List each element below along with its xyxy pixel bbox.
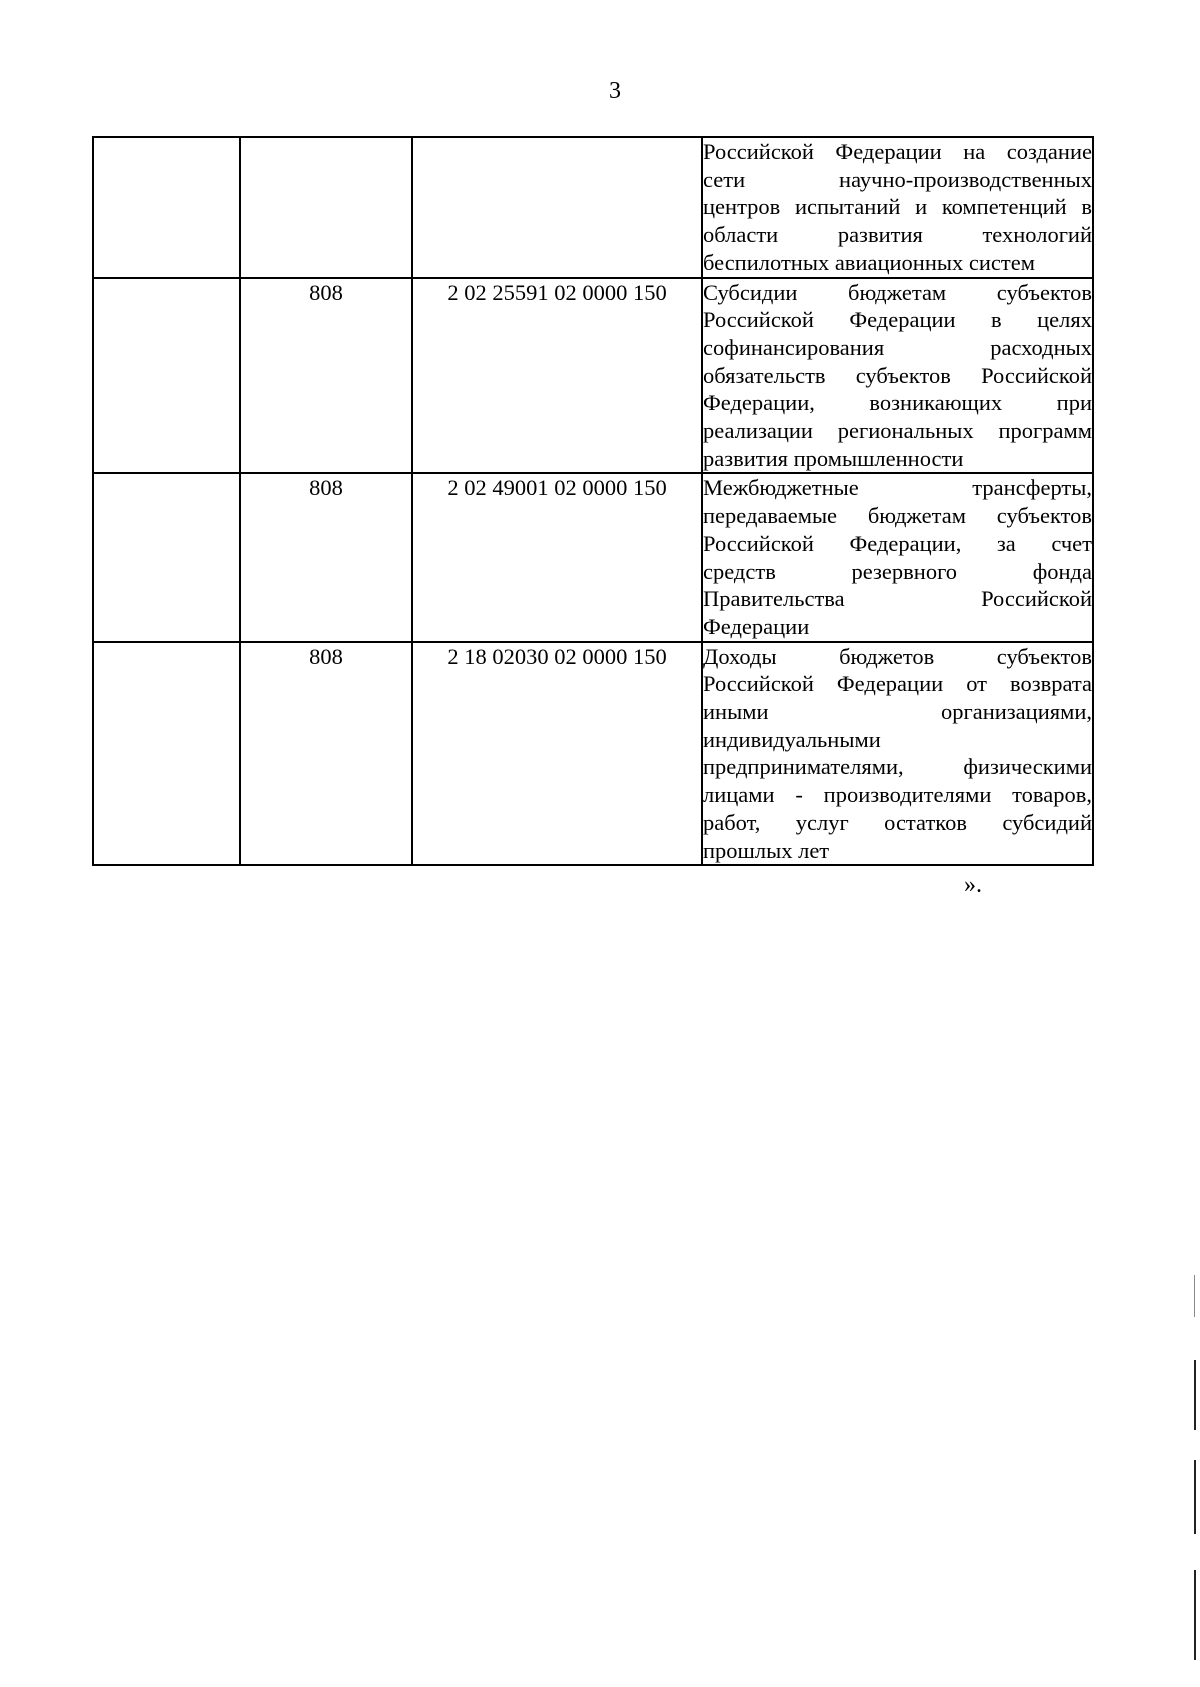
description-line: лицами - производителями товаров,	[703, 782, 1092, 808]
description-line: сети научно-производственных	[703, 166, 1092, 192]
budget-codes-table	[92, 136, 1094, 866]
cell-admin-code: 808	[240, 642, 412, 866]
description-line: Федерации, возникающих при	[703, 390, 1092, 416]
table-row	[93, 137, 1093, 278]
description-line: иными организациями,	[703, 699, 1092, 725]
cell-empty	[93, 642, 240, 866]
description-line: Субсидии бюджетам субъектов	[703, 279, 1092, 305]
cell-description	[702, 137, 1093, 278]
description-line: центров испытаний и компетенций в	[703, 194, 1092, 220]
description-line: Правительства Российской	[703, 586, 1092, 612]
description-line: Российской Федерации от возврата	[703, 671, 1092, 697]
cell-budget-code: 2 02 49001 02 0000 150	[412, 473, 702, 641]
description-line: работ, услуг остатков субсидий	[703, 809, 1092, 835]
cell-budget-code: 2 02 25591 02 0000 150	[412, 278, 702, 474]
description-line: реализации региональных программ	[703, 418, 1092, 444]
description-line: Российской Федерации, за счет	[703, 530, 1092, 556]
table-row	[93, 473, 1093, 641]
description-line: Доходы бюджетов субъектов	[703, 643, 1092, 669]
scan-edge-mark	[1194, 1360, 1196, 1430]
cell-admin-code: 808	[240, 278, 412, 474]
description-line: Федерации	[703, 613, 810, 639]
cell-empty	[93, 278, 240, 474]
cell-budget-code: 2 18 02030 02 0000 150	[412, 642, 702, 866]
scan-edge-mark	[1194, 1275, 1195, 1317]
page-number: 3	[609, 78, 621, 104]
description-line: обязательств субъектов Российской	[703, 362, 1092, 388]
cell-budget-code	[412, 137, 702, 278]
cell-empty	[93, 137, 240, 278]
table-body	[93, 137, 1093, 865]
description-line: индивидуальными	[703, 726, 881, 752]
cell-description	[702, 278, 1093, 474]
cell-admin-code: 808	[240, 473, 412, 641]
description-line: предпринимателями, физическими	[703, 754, 1092, 780]
description-line: беспилотных авиационных систем	[703, 249, 1035, 275]
cell-description	[702, 642, 1093, 866]
scan-edge-mark	[1194, 1570, 1196, 1660]
scan-edge-mark	[1194, 1460, 1196, 1534]
description-line: Российской Федерации на создание	[703, 139, 1092, 164]
description-line: развития промышленности	[703, 445, 964, 471]
cell-admin-code	[240, 137, 412, 278]
description-line: Межбюджетные трансферты,	[703, 475, 1092, 501]
table-row	[93, 642, 1093, 866]
description-line: области развития технологий	[703, 222, 1092, 248]
description-line: средств резервного фонда	[703, 558, 1092, 584]
cell-empty	[93, 473, 240, 641]
description-line: передаваемые бюджетам субъектов	[703, 503, 1092, 529]
table-row	[93, 278, 1093, 474]
description-line: Российской Федерации в целях	[703, 307, 1092, 333]
closing-quote-mark: ».	[964, 872, 982, 898]
description-line: софинансирования расходных	[703, 334, 1092, 360]
description-line: прошлых лет	[703, 837, 830, 863]
cell-description	[702, 473, 1093, 641]
